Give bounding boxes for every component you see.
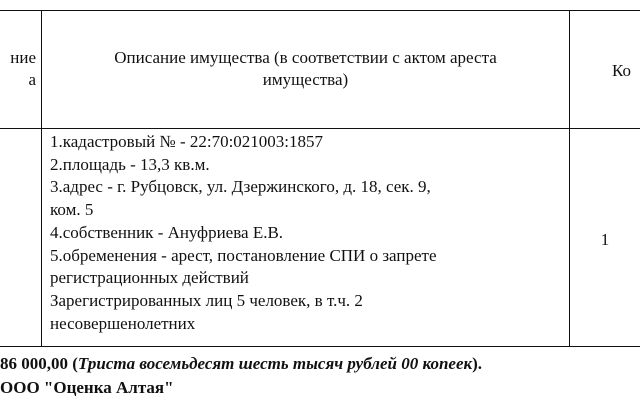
header-description-line1: Описание имущества (в соответствии с актом ареста bbox=[114, 48, 497, 67]
header-bottom-border bbox=[0, 128, 640, 129]
description-line: ком. 5 bbox=[50, 200, 94, 220]
description-line: 3.адрес - г. Рубцовск, ул. Дзержинского, д. 18, сек. 9, bbox=[50, 177, 431, 197]
price-words: Триста восемьдесят шесть тысяч рублей 00 копеек bbox=[77, 354, 473, 373]
header-col1-line1: ние bbox=[10, 48, 36, 67]
header-quantity-label: Ко bbox=[612, 61, 631, 80]
property-description bbox=[50, 131, 565, 335]
description-line: 4.собственник - Ануфриева Е.В. bbox=[50, 222, 284, 242]
header-description-line2: имущества) bbox=[262, 70, 349, 89]
quantity-value: 1 bbox=[600, 230, 610, 249]
price-end: ). bbox=[472, 354, 483, 373]
column-divider-2 bbox=[569, 10, 570, 347]
price-line bbox=[0, 354, 482, 374]
description-line: несовершенолетних bbox=[50, 313, 196, 333]
appraiser-name: ООО "Оценка Алтая" bbox=[0, 378, 174, 397]
price-number: 86 000,00 ( bbox=[0, 354, 78, 373]
table-bottom-border bbox=[0, 346, 640, 347]
description-line: регистрационных действий bbox=[50, 268, 249, 288]
header-description bbox=[42, 47, 569, 91]
description-line: 2.площадь - 13,3 кв.м. bbox=[50, 154, 210, 174]
appraiser-line bbox=[0, 378, 174, 398]
table-top-border bbox=[0, 10, 640, 11]
header-quantity-partial bbox=[612, 60, 640, 82]
description-line: 5.обременения - арест, постановление СПИ о запрете bbox=[50, 245, 437, 265]
header-col1-partial bbox=[0, 47, 36, 91]
description-line: 1.кадастровый № - 22:70:021003:1857 bbox=[50, 132, 324, 151]
description-line: Зарегистрированных лиц 5 человек, в т.ч. 2 bbox=[50, 290, 363, 310]
header-col1-line2: а bbox=[28, 70, 36, 89]
